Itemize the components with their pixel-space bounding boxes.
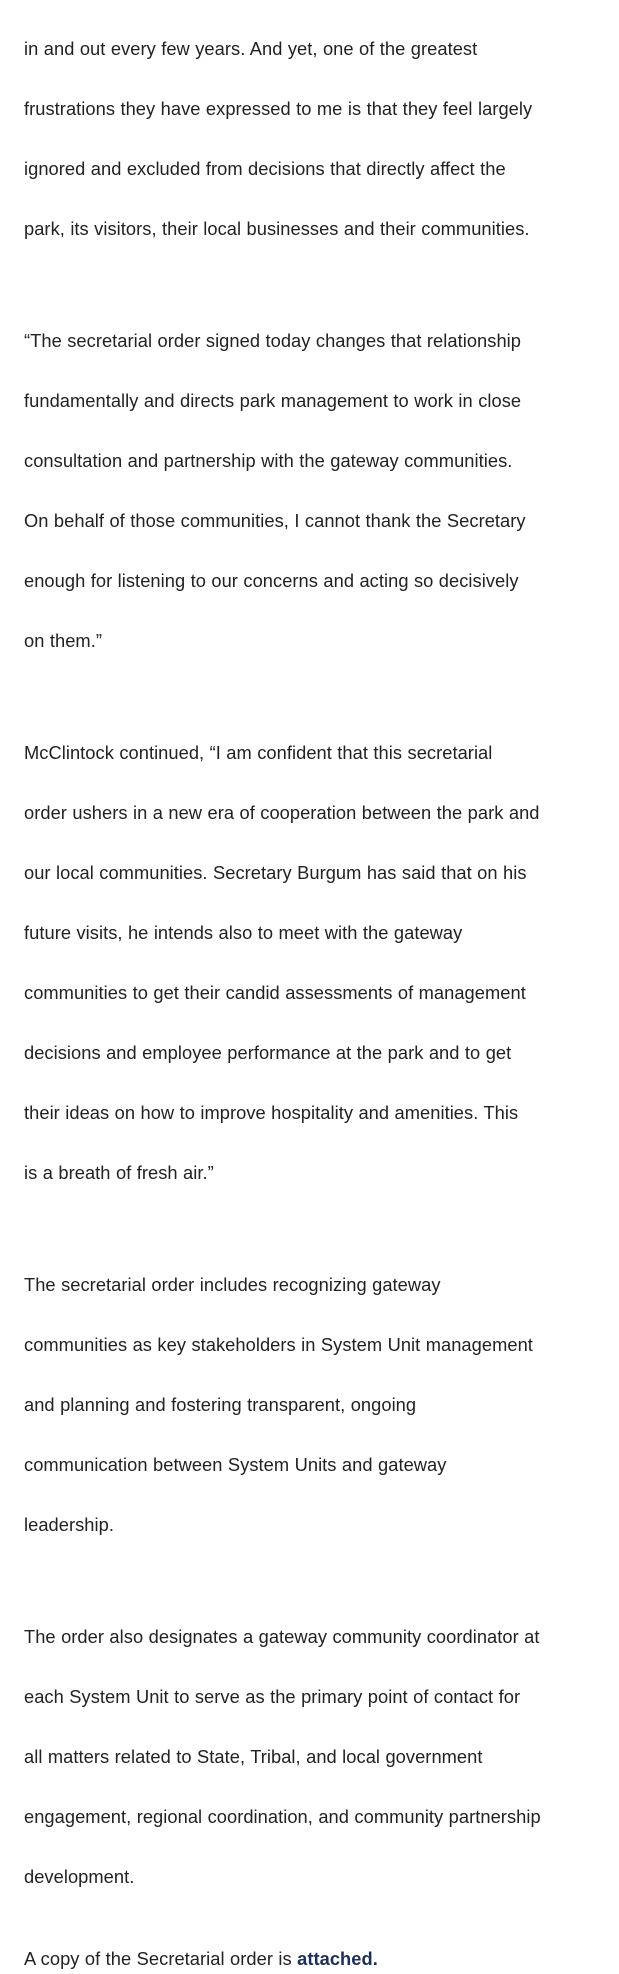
text-line: communities as key stakeholders in System Unit management [24,1334,533,1355]
text-line: ignored and excluded from decisions that directly affect the [24,158,506,179]
text-line: “The secretarial order signed today changes that relationship [24,330,521,351]
text-line: The secretarial order includes recognizing gateway [24,1274,441,1295]
text-line: On behalf of those communities, I cannot thank the Secretary [24,510,526,531]
paragraph-attachment [24,1944,607,1974]
paragraph-coordinator [24,1592,607,1922]
attached-link[interactable]: attached. [297,1948,378,1969]
text-line: park, its visitors, their local businesses and their communities. [24,218,530,239]
text-line: on them.” [24,630,102,651]
text-line: decisions and employee performance at the park and to get [24,1042,512,1063]
text-line: future visits, he intends also to meet with the gateway [24,922,463,943]
paragraph-mcclintock-continued [24,708,607,1218]
text-line: is a breath of fresh air.” [24,1162,214,1183]
text-line: and planning and fostering transparent, ongoing [24,1394,417,1415]
text-line: The order also designates a gateway community coordinator at [24,1626,540,1647]
text-line: communication between System Units and gateway [24,1454,447,1475]
text-line: communities to get their candid assessments of management [24,982,526,1003]
text-line: consultation and partnership with the gateway communities. [24,450,513,471]
paragraph-stakeholders [24,1240,607,1570]
text-line: each System Unit to serve as the primary point of contact for [24,1686,521,1707]
text-line: enough for listening to our concerns and acting so decisively [24,570,519,591]
text-line: in and out every few years. And yet, one of the greatest [24,38,478,59]
paragraph-order-quote [24,296,607,686]
text-line: fundamentally and directs park management to work in close [24,390,522,411]
text-line: all matters related to State, Tribal, and local government [24,1746,483,1767]
text-line: order ushers in a new era of cooperation between the park and [24,802,540,823]
text-line: their ideas on how to improve hospitality and amenities. This [24,1102,519,1123]
text-line: our local communities. Secretary Burgum has said that on his [24,862,527,883]
text-line: frustrations they have expressed to me is that they feel largely [24,98,533,119]
text-line: engagement, regional coordination, and community partnership [24,1806,541,1827]
text-line: leadership. [24,1514,114,1535]
text-line: development. [24,1866,135,1887]
text-line: McClintock continued, “I am confident that this secretarial [24,742,493,763]
attachment-text: A copy of the Secretarial order is [24,1948,298,1969]
paragraph-gateway-frustrations [24,4,607,274]
